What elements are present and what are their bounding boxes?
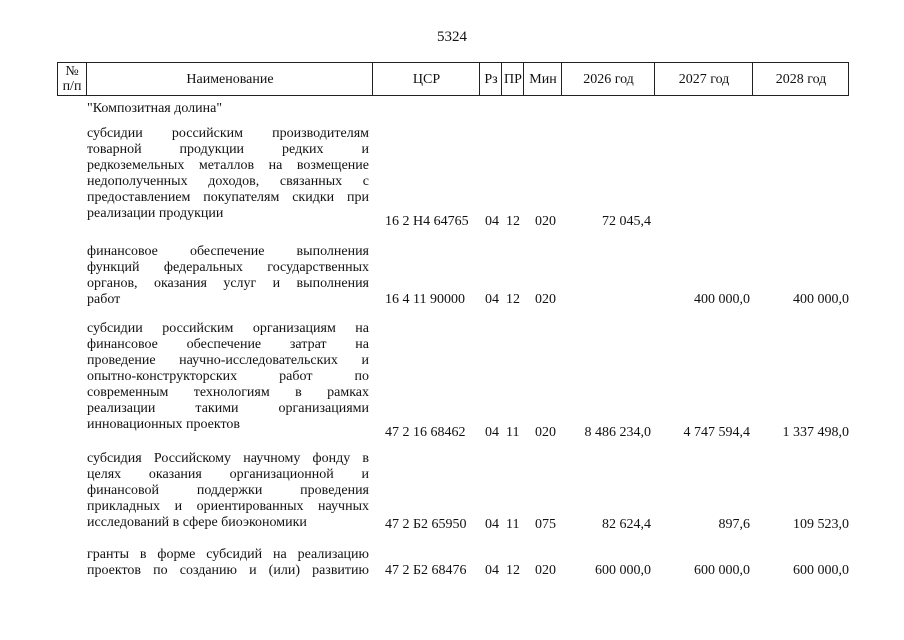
row-pr: 12 [506,292,520,307]
row-name-line: субсидия Российскому научному фонду в [87,451,369,466]
row-name-line: прикладных и ориентированных научных [87,499,369,514]
header-pr: ПР [501,63,524,95]
row-2026: 600 000,0 [595,563,651,578]
row-2027: 4 747 594,4 [683,425,750,440]
table-header [57,62,849,96]
row-name-line: органов, оказания услуг и выполнения [87,276,369,291]
row-2026: 82 624,4 [602,517,651,532]
row-2028: 109 523,0 [793,517,849,532]
row-min: 075 [535,517,556,532]
row-name-line: исследований в сфере биоэкономики [87,515,307,530]
row-csr: 47 2 Б2 65950 [385,517,467,532]
row-csr: 47 2 Б2 68476 [385,563,467,578]
row-name-line: целях оказания организационной и [87,467,369,482]
header-2027: 2027 год [654,63,753,95]
row-rz: 04 [485,425,499,440]
row-name-line: опытно-конструкторских работ по [87,369,369,384]
header-min: Мин [523,63,562,95]
row-2026: 72 045,4 [602,214,651,229]
header-csr: ЦСР [372,63,480,95]
row-name-line: реализации такими организациями [87,401,369,416]
row-min: 020 [535,563,556,578]
category-title: "Композитная долина" [87,101,223,116]
row-name-line: недополученных доходов, связанных с [87,174,369,189]
row-name-line: проектов по созданию и (или) развитию [87,563,369,578]
row-name [87,321,369,433]
row-csr: 47 2 16 68462 [385,425,466,440]
header-2026: 2026 год [561,63,655,95]
row-name-line: работ [87,292,121,307]
row-name-line: функций федеральных государственных [87,260,369,275]
row-rz: 04 [485,214,499,229]
header-2028: 2028 год [752,63,849,95]
row-2026: 8 486 234,0 [584,425,651,440]
row-name-line: редкоземельных металлов на возмещение [87,158,369,173]
row-name-line: финансовое обеспечение выполнения [87,244,369,259]
row-2027: 897,6 [718,517,750,532]
row-min: 020 [535,425,556,440]
row-name-line: субсидии российским производителям [87,126,369,141]
row-name-line: финансовое обеспечение затрат на [87,337,369,352]
row-pr: 11 [506,517,520,532]
row-name [87,126,369,222]
row-name-line: реализации продукции [87,206,224,221]
row-name-line: субсидии российским организациям на [87,321,369,336]
row-name-line: современным технологиям в рамках [87,385,369,400]
row-name-line: проведение научно-исследовательских и [87,353,369,368]
header-name: Наименование [86,63,373,95]
row-pr: 12 [506,563,520,578]
row-pr: 12 [506,214,520,229]
header-num: № п/п [62,64,82,94]
row-csr: 16 4 11 90000 [385,292,465,307]
row-2028: 600 000,0 [793,563,849,578]
row-name [87,547,369,579]
row-2028: 1 337 498,0 [782,425,849,440]
row-rz: 04 [485,292,499,307]
row-pr: 11 [506,425,520,440]
row-2027: 400 000,0 [694,292,750,307]
row-min: 020 [535,214,556,229]
row-name-line: инновационных проектов [87,417,241,432]
row-min: 020 [535,292,556,307]
row-rz: 04 [485,517,499,532]
row-name [87,451,369,531]
header-rz: Рз [479,63,502,95]
page-number: 5324 [437,29,467,45]
row-name-line: товарной продукции редких и [87,142,369,157]
row-name-line: финансовой поддержки проведения [87,483,369,498]
row-2027: 600 000,0 [694,563,750,578]
row-rz: 04 [485,563,499,578]
row-name [87,244,369,308]
row-name-line: гранты в форме субсидий на реализацию [87,547,369,562]
row-csr: 16 2 Н4 64765 [385,214,469,229]
row-name-line: предоставлением покупателям скидки при [87,190,369,205]
row-2028: 400 000,0 [793,292,849,307]
